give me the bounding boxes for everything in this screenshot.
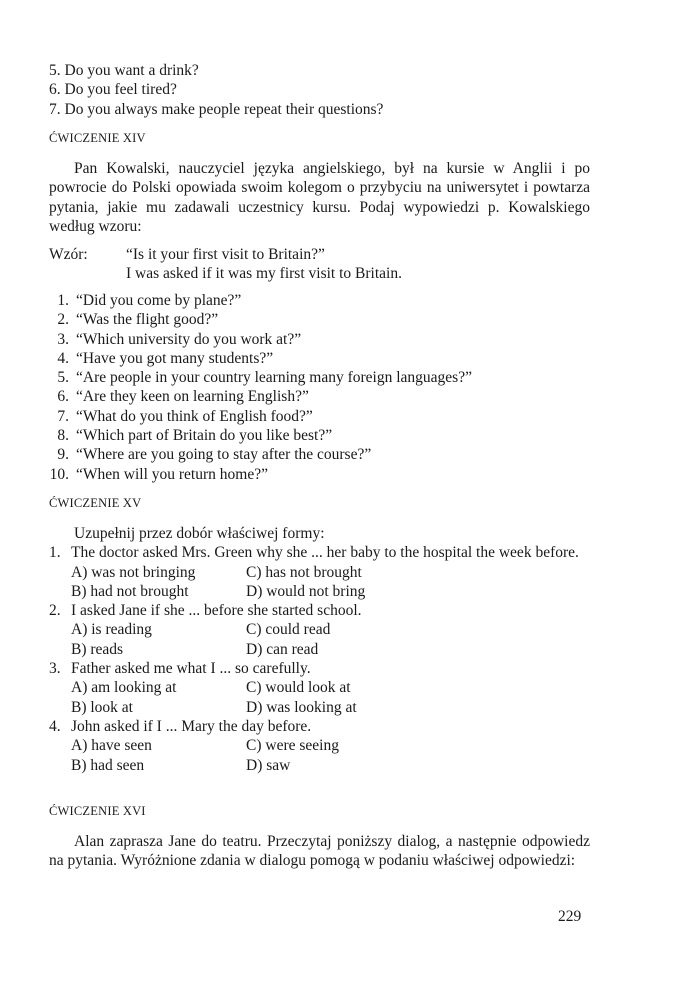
list-item: 1. “Did you come by plane?”: [57, 292, 242, 309]
exercise-14-model: [49, 245, 590, 284]
list-item: 2. “Was the flight good?”: [57, 311, 219, 329]
list-item: 7. “What do you think of English food?”: [57, 407, 313, 425]
model-question: “Is it your first visit to Britain?”: [126, 246, 325, 263]
option: A) is reading: [71, 621, 152, 639]
exercise-15-body: [49, 524, 590, 775]
exercise-16-heading: ĆWICZENIE XVI: [49, 804, 146, 818]
exercise-14-heading: ĆWICZENIE XIV: [49, 131, 146, 145]
list-item: 5. “Are people in your country learning many foreign languages?”: [57, 369, 472, 387]
option: D) can read: [246, 640, 319, 658]
option: C) has not brought: [246, 563, 362, 581]
option: B) reads: [71, 640, 124, 658]
list-item: 8. “Which part of Britain do you like best?”: [57, 427, 333, 445]
option: D) saw: [246, 756, 291, 774]
option: A) have seen: [71, 737, 152, 755]
list-item: 10. “When will you return home?”: [49, 465, 268, 483]
question: 3. Father asked me what I ... so carefully.: [49, 660, 311, 678]
option: A) was not bringing: [71, 563, 196, 581]
option: C) were seeing: [246, 737, 339, 755]
option: C) could read: [246, 621, 331, 639]
exercise-14-list: [49, 291, 590, 484]
answer-options: [71, 563, 590, 602]
list-item: 3. “Which university do you work at?”: [57, 330, 302, 348]
list-item: 5. Do you want a drink?: [49, 62, 199, 79]
page-number: 229: [558, 908, 582, 925]
exercise-14-instruction: Pan Kowalski, nauczyciel języka angielskiego, był na kursie w Anglii i po powrocie do Polski opowiada swoim kolegom o przybyciu na uniwersytet i powtarza pytania, jakie mu zadawali uczestnicy kursu. Podaj wypowiedzi p. Kowalskiego według wzoru:: [49, 160, 590, 235]
list-item: 6. Do you feel tired?: [49, 81, 177, 99]
question: 1. The doctor asked Mrs. Green why she ... her baby to the hospital the week before.: [49, 544, 579, 562]
option: D) would not bring: [246, 582, 366, 600]
option: B) had not brought: [71, 582, 189, 600]
option: B) had seen: [71, 756, 145, 774]
list-item: 4. “Have you got many students?”: [57, 349, 274, 367]
option: B) look at: [71, 698, 133, 716]
model-answer: I was asked if it was my first visit to Britain.: [126, 265, 402, 283]
option: D) was looking at: [246, 698, 357, 716]
list-item: 6. “Are they keen on learning English?”: [57, 388, 309, 406]
model-label: Wzór:: [49, 246, 88, 263]
exercise-16-instruction: Alan zaprasza Jane do teatru. Przeczytaj poniższy dialog, a następnie odpowiedz na pytania. Wyróżnione zdania w dialogu pomogą w podaniu właściwej odpowiedzi:: [49, 833, 590, 870]
answer-options: [71, 620, 590, 659]
top-list: [49, 61, 590, 119]
exercise-15-heading: ĆWICZENIE XV: [49, 496, 142, 510]
answer-options: [71, 678, 590, 717]
option: A) am looking at: [71, 679, 177, 697]
answer-options: [71, 736, 590, 775]
question: 2. I asked Jane if she ... before she started school.: [49, 602, 362, 620]
exercise-15-instruction: Uzupełnij przez dobór właściwej formy:: [74, 525, 325, 542]
question: 4. John asked if I ... Mary the day before.: [49, 717, 312, 735]
list-item: 7. Do you always make people repeat their questions?: [49, 100, 384, 118]
list-item: 9. “Where are you going to stay after the course?”: [57, 446, 372, 464]
option: C) would look at: [246, 679, 351, 697]
